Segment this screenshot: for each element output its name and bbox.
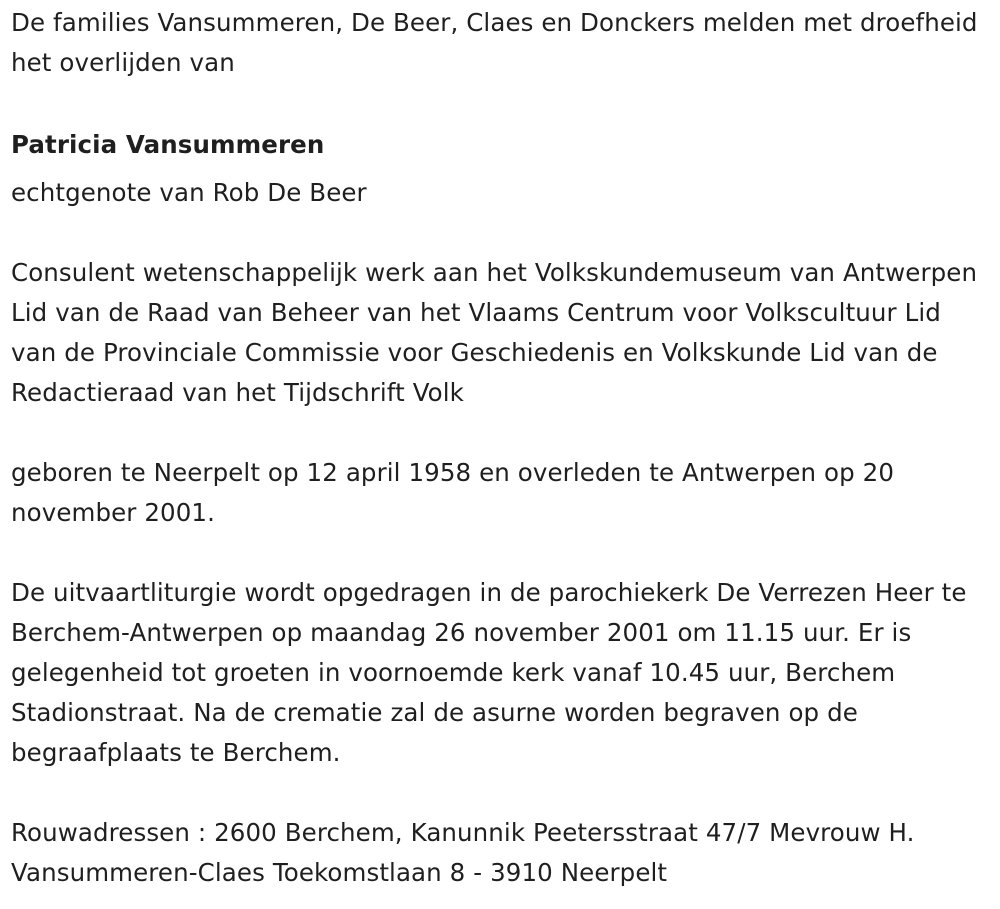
intro-text: De families Vansummeren, De Beer, Claes en Donckers melden met droefheid het overlijden van bbox=[11, 8, 978, 77]
birth-death-text: geboren te Neerpelt op 12 april 1958 en overleden te Antwerpen op 20 november 2001. bbox=[11, 458, 895, 527]
addresses-text: Rouwadressen : 2600 Berchem, Kanunnik Peetersstraat 47/7 Mevrouw H. Vansummeren-Claes Toekomstlaan 8 - 3910 Neerpelt bbox=[11, 818, 915, 887]
spacer bbox=[11, 533, 986, 573]
spacer bbox=[11, 213, 986, 253]
spacer bbox=[11, 83, 986, 123]
spacer bbox=[11, 773, 986, 813]
deceased-name: Patricia Vansummeren bbox=[11, 130, 325, 159]
spacer bbox=[11, 413, 986, 453]
relation-text: echtgenote van Rob De Beer bbox=[11, 178, 367, 207]
funeral-text: De uitvaartliturgie wordt opgedragen in de parochiekerk De Verrezen Heer te Berchem-Antwerpen op maandag 26 november 2001 om 11.15 uur. Er is gelegenheid tot groeten in voornoemde kerk vanaf 10.45 uur, Berchem Stadionstraat. Na de crematie zal de asurne worden begraven op de begraafplaats te Berchem. bbox=[11, 578, 967, 767]
death-notice bbox=[11, 3, 986, 893]
functions-text: Consulent wetenschappelijk werk aan het Volkskundemuseum van Antwerpen Lid van de Raad van Beheer van het Vlaams Centrum voor Volkscultuur Lid van de Provinciale Commissie voor Geschiedenis en Volkskunde Lid van de Redactieraad van het Tijdschrift Volk bbox=[11, 258, 978, 407]
